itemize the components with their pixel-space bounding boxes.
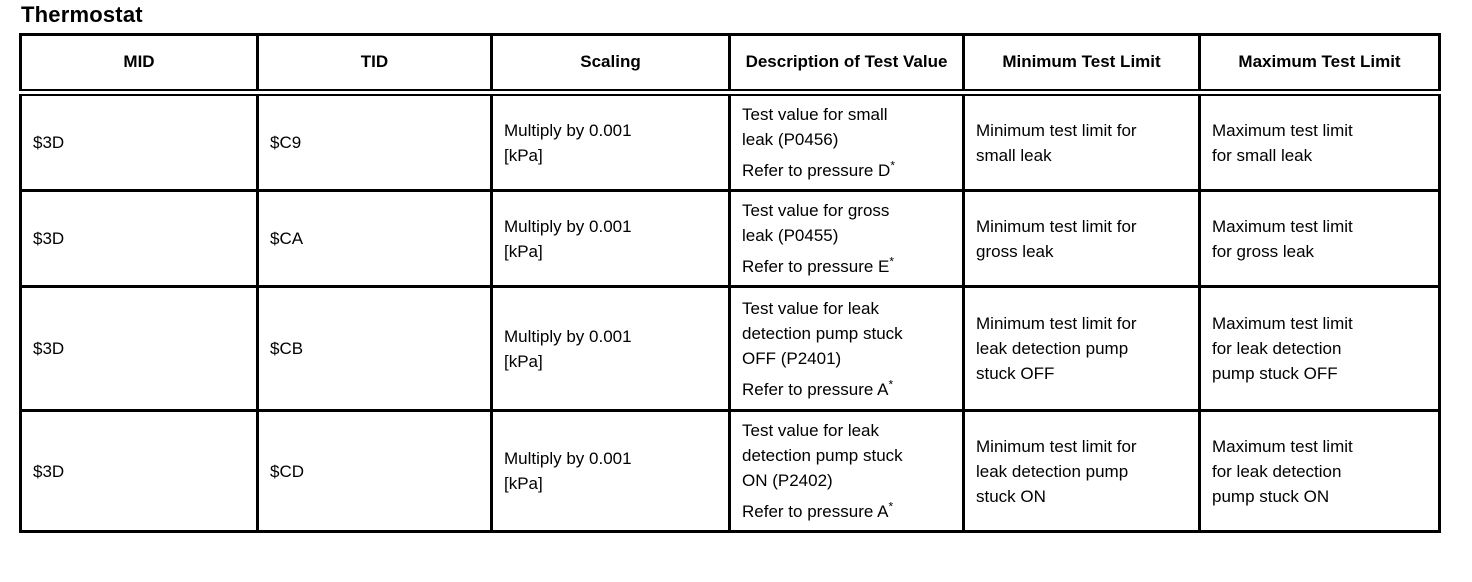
max-limit-text: Maximum test limit for leak detection pump stuck ON (1212, 436, 1353, 506)
description-text: Test value for leak detection pump stuck OFF (P2401) (742, 298, 903, 368)
cell-description (730, 191, 964, 287)
refer-label: Refer to pressure A (742, 502, 889, 521)
mid-value: $3D (33, 229, 65, 248)
cell-tid (258, 287, 492, 411)
cell-tid (258, 191, 492, 287)
scaling-value: Multiply by 0.001 [kPa] (504, 326, 632, 371)
refer-text (742, 377, 910, 402)
footnote-asterisk: * (890, 158, 896, 173)
column-header-description: Description of Test Value (730, 35, 964, 93)
column-header-min-limit: Minimum Test Limit (964, 35, 1200, 93)
refer-text (742, 499, 910, 524)
cell-min-limit (964, 287, 1200, 411)
refer-text (742, 158, 910, 183)
cell-tid (258, 93, 492, 191)
cell-scaling (492, 191, 730, 287)
cell-min-limit (964, 93, 1200, 191)
mid-value: $3D (33, 461, 65, 481)
description-text: Test value for gross leak (P0455) (742, 201, 890, 245)
scaling-value: Multiply by 0.001 [kPa] (504, 449, 632, 493)
tid-value: $CA (270, 229, 304, 248)
cell-max-limit (1200, 93, 1440, 191)
cell-scaling (492, 287, 730, 411)
footnote-asterisk: * (888, 499, 894, 514)
min-limit-text: Minimum test limit for leak detection pump stuck OFF (976, 314, 1137, 383)
column-header-tid: TID (258, 35, 492, 93)
cell-description (730, 287, 964, 411)
column-header-mid: MID (21, 35, 258, 93)
cell-mid (21, 287, 258, 411)
column-header-scaling: Scaling (492, 35, 730, 93)
description-text: Test value for small leak (P0456) (742, 105, 888, 149)
cell-mid (21, 411, 258, 532)
max-limit-text: Maximum test limit for small leak (1212, 120, 1353, 165)
tid-value: $C9 (270, 133, 302, 152)
cell-scaling (492, 411, 730, 532)
cell-mid (21, 93, 258, 191)
cell-tid (258, 411, 492, 532)
refer-label: Refer to pressure E (742, 257, 890, 276)
column-header-max-limit: Maximum Test Limit (1200, 35, 1440, 93)
cell-min-limit (964, 411, 1200, 532)
cell-scaling (492, 93, 730, 191)
tid-value: $CD (270, 461, 305, 481)
cell-max-limit (1200, 287, 1440, 411)
refer-label: Refer to pressure A (742, 379, 889, 399)
header-row (21, 35, 1440, 93)
table-row (21, 411, 1440, 532)
max-limit-text: Maximum test limit for gross leak (1212, 216, 1353, 261)
footnote-asterisk: * (889, 254, 895, 269)
refer-text (742, 254, 910, 279)
mid-value: $3D (33, 339, 65, 358)
table-row (21, 191, 1440, 287)
cell-max-limit (1200, 191, 1440, 287)
refer-label: Refer to pressure D (742, 161, 891, 180)
thermostat-test-table (19, 33, 1441, 533)
cell-min-limit (964, 191, 1200, 287)
cell-description (730, 411, 964, 532)
max-limit-text: Maximum test limit for leak detection pump stuck OFF (1212, 314, 1353, 383)
table-row (21, 93, 1440, 191)
cell-mid (21, 191, 258, 287)
mid-value: $3D (33, 133, 65, 152)
tid-value: $CB (270, 339, 304, 358)
min-limit-text: Minimum test limit for gross leak (976, 216, 1137, 261)
min-limit-text: Minimum test limit for leak detection pump stuck ON (976, 436, 1137, 506)
min-limit-text: Minimum test limit for small leak (976, 120, 1137, 165)
scaling-value: Multiply by 0.001 [kPa] (504, 216, 632, 261)
table-row (21, 287, 1440, 411)
cell-max-limit (1200, 411, 1440, 532)
description-text: Test value for leak detection pump stuck ON (P2402) (742, 421, 903, 490)
footnote-asterisk: * (888, 376, 894, 391)
scaling-value: Multiply by 0.001 [kPa] (504, 120, 632, 165)
cell-description (730, 93, 964, 191)
page-title: Thermostat (21, 2, 143, 27)
